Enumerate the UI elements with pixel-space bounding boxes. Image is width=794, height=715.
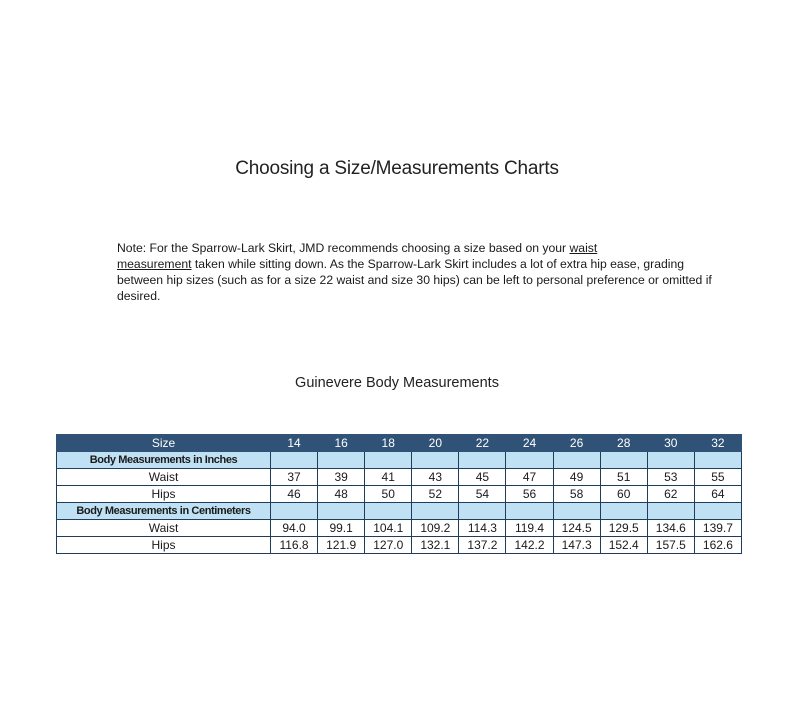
table-cell: 50: [365, 486, 412, 503]
table-cell: 49: [553, 469, 600, 486]
table-cell: 48: [318, 486, 365, 503]
table-cell: 137.2: [459, 537, 506, 554]
note-underlined-measurement: measurement: [117, 257, 192, 271]
table-cell: 47: [506, 469, 553, 486]
section-fill-cell: [271, 503, 318, 520]
section-fill-cell: [694, 503, 741, 520]
section-fill-cell: [553, 452, 600, 469]
table-cell: 162.6: [694, 537, 741, 554]
row-label: Hips: [57, 537, 271, 554]
table-cell: 99.1: [318, 520, 365, 537]
section-fill-cell: [459, 452, 506, 469]
section-label: Body Measurements in Centimeters: [57, 503, 271, 520]
size-header-cell: 22: [459, 435, 506, 452]
table-cell: 46: [271, 486, 318, 503]
section-fill-cell: [271, 452, 318, 469]
row-label: Waist: [57, 520, 271, 537]
note-text-1: Note: For the Sparrow-Lark Skirt, JMD recommends choosing a size based on your: [117, 241, 570, 255]
table-cell: 119.4: [506, 520, 553, 537]
section-fill-cell: [318, 503, 365, 520]
section-fill-cell: [365, 452, 412, 469]
section-fill-cell: [647, 503, 694, 520]
table-cell: 54: [459, 486, 506, 503]
table-title: Guinevere Body Measurements: [295, 375, 499, 391]
table-cell: 147.3: [553, 537, 600, 554]
section-fill-cell: [412, 452, 459, 469]
table-cell: 152.4: [600, 537, 647, 554]
table-cell: 41: [365, 469, 412, 486]
table-cell: 142.2: [506, 537, 553, 554]
section-fill-cell: [600, 503, 647, 520]
size-header-cell: 26: [553, 435, 600, 452]
section-fill-cell: [365, 503, 412, 520]
section-fill-cell: [506, 452, 553, 469]
table-cell: 132.1: [412, 537, 459, 554]
table-cell: 134.6: [647, 520, 694, 537]
section-label: Body Measurements in Inches: [57, 452, 271, 469]
section-fill-cell: [506, 503, 553, 520]
table-row: [57, 520, 742, 537]
section-fill-cell: [553, 503, 600, 520]
table-cell: 52: [412, 486, 459, 503]
size-note: [117, 240, 717, 304]
size-header-cell: 20: [412, 435, 459, 452]
section-fill-cell: [412, 503, 459, 520]
table-cell: 58: [553, 486, 600, 503]
table-cell: 55: [694, 469, 741, 486]
table-cell: 37: [271, 469, 318, 486]
measurements-table: [56, 434, 742, 554]
table-cell: 62: [647, 486, 694, 503]
table-cell: 64: [694, 486, 741, 503]
row-label: Waist: [57, 469, 271, 486]
size-header-cell: 18: [365, 435, 412, 452]
table-row: [57, 486, 742, 503]
size-header-cell: 16: [318, 435, 365, 452]
table-cell: 127.0: [365, 537, 412, 554]
table-header-row: [57, 435, 742, 452]
table-cell: 60: [600, 486, 647, 503]
table-cell: 114.3: [459, 520, 506, 537]
table-cell: 139.7: [694, 520, 741, 537]
section-fill-cell: [647, 452, 694, 469]
table-cell: 56: [506, 486, 553, 503]
table-cell: 104.1: [365, 520, 412, 537]
table-cell: 51: [600, 469, 647, 486]
section-fill-cell: [318, 452, 365, 469]
table-cell: 121.9: [318, 537, 365, 554]
section-inches-row: [57, 452, 742, 469]
table-cell: 129.5: [600, 520, 647, 537]
table-cell: 94.0: [271, 520, 318, 537]
table-cell: 124.5: [553, 520, 600, 537]
table-cell: 39: [318, 469, 365, 486]
size-header-cell: 28: [600, 435, 647, 452]
size-header-cell: 14: [271, 435, 318, 452]
section-fill-cell: [600, 452, 647, 469]
table-cell: 157.5: [647, 537, 694, 554]
table-cell: 53: [647, 469, 694, 486]
table-cell: 109.2: [412, 520, 459, 537]
table-row: [57, 469, 742, 486]
page-title: Choosing a Size/Measurements Charts: [235, 158, 559, 179]
table-cell: 45: [459, 469, 506, 486]
section-centimeters-row: [57, 503, 742, 520]
size-header-cell: 24: [506, 435, 553, 452]
size-header-label: Size: [57, 435, 271, 452]
table-cell: 43: [412, 469, 459, 486]
table-row: [57, 537, 742, 554]
row-label: Hips: [57, 486, 271, 503]
note-underlined-waist: waist: [569, 241, 598, 255]
note-text-3: taken while sitting down. As the Sparrow-Lark Skirt includes a lot of extra hip ease, grading between hip sizes (such as for a size 22 waist and size 30 hips) can be left to personal preference or omitted if desired.: [117, 257, 712, 303]
section-fill-cell: [694, 452, 741, 469]
size-header-cell: 30: [647, 435, 694, 452]
size-header-cell: 32: [694, 435, 741, 452]
table-cell: 116.8: [271, 537, 318, 554]
section-fill-cell: [459, 503, 506, 520]
